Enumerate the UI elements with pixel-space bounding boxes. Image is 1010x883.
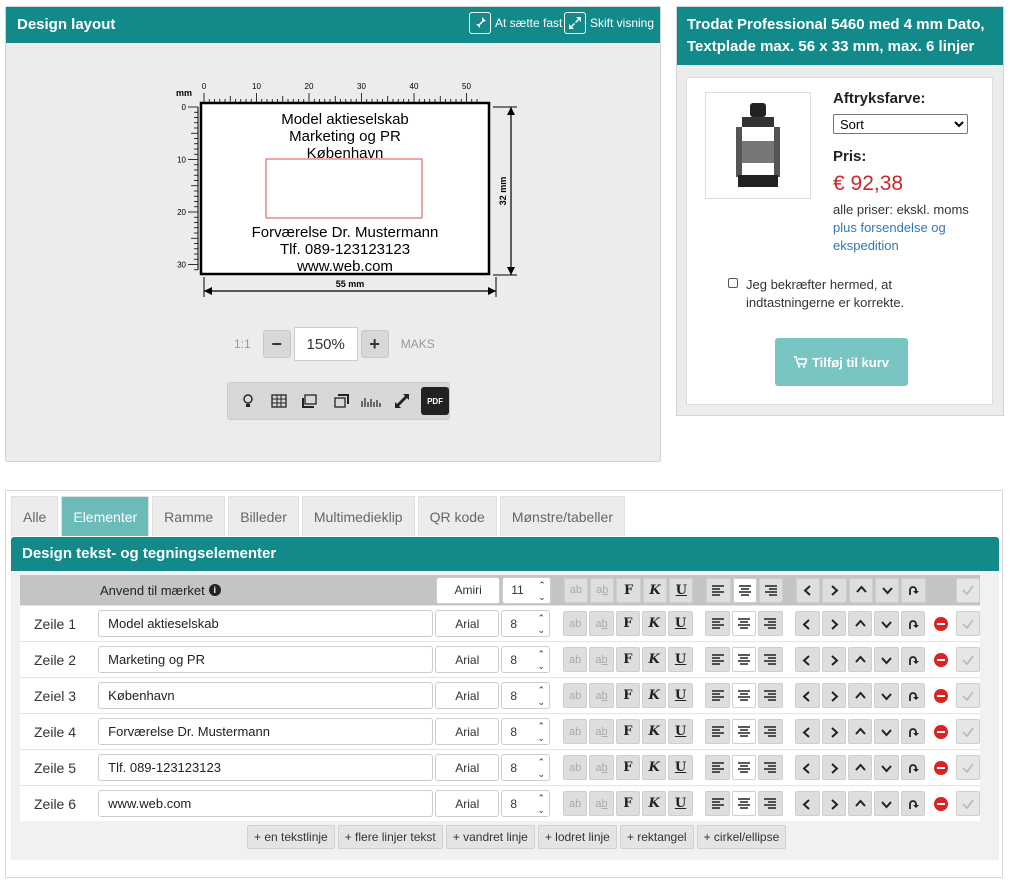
align-center-icon[interactable] — [733, 578, 757, 603]
rotate-icon[interactable] — [901, 611, 925, 636]
rotate-icon[interactable] — [901, 755, 925, 780]
move-down-icon[interactable] — [874, 647, 898, 672]
tab-alle[interactable]: Alle — [11, 496, 58, 536]
font-select[interactable]: Arial — [435, 754, 499, 781]
size-value: 8 — [510, 760, 518, 775]
size-stepper[interactable] — [501, 718, 550, 745]
product-image — [705, 92, 811, 199]
zoom-1to1[interactable]: 1:1 — [234, 337, 251, 351]
zoom-max[interactable]: MAKS — [400, 337, 435, 351]
move-left-icon[interactable] — [795, 755, 819, 780]
elements-title: Design tekst- og tegningselementer — [11, 537, 999, 571]
line-label: Zeile 5 — [34, 759, 77, 776]
move-right-icon[interactable] — [822, 647, 846, 672]
font-select[interactable]: Arial — [435, 610, 499, 637]
confirm-check-icon[interactable] — [956, 791, 980, 816]
line-text-input[interactable]: Marketing og PR — [98, 646, 433, 673]
move-down-icon[interactable] — [874, 683, 898, 708]
add-element-button[interactable]: + cirkel/ellipse — [697, 825, 787, 849]
zoom-out-button[interactable]: − — [263, 330, 291, 358]
apply-row — [20, 575, 980, 605]
y-ruler — [177, 103, 198, 270]
font-select[interactable]: Arial — [435, 790, 499, 817]
spinner-icon[interactable]: ⌃ ⌄ — [537, 721, 546, 743]
align-right-icon[interactable] — [759, 578, 783, 603]
spacing-text-button[interactable]: a b — [590, 578, 614, 603]
rotate-icon[interactable] — [901, 719, 925, 744]
move-left-icon[interactable] — [795, 647, 819, 672]
confirm-check-icon[interactable] — [956, 647, 980, 672]
align-left-icon[interactable] — [706, 578, 730, 603]
move-left-icon[interactable] — [795, 683, 819, 708]
stamp-line-6[interactable]: www.web.com — [297, 258, 393, 275]
move-right-icon[interactable] — [822, 578, 846, 603]
delete-icon[interactable] — [934, 653, 948, 667]
align-center-icon[interactable] — [732, 647, 756, 672]
italic-button[interactable]: K — [643, 578, 667, 603]
bold-button[interactable]: F — [616, 578, 640, 603]
pin-button[interactable]: At sætte fast — [469, 12, 562, 34]
move-up-icon[interactable] — [848, 719, 872, 744]
spinner-icon[interactable]: ⌃ ⌄ — [537, 649, 546, 671]
price-value: € 92,38 — [833, 172, 904, 195]
stamp-product-icon — [728, 101, 788, 191]
move-left-icon[interactable] — [795, 611, 819, 636]
delete-icon[interactable] — [934, 761, 948, 775]
move-down-icon[interactable] — [875, 578, 899, 603]
bold-button[interactable]: F — [616, 755, 640, 780]
confirm-check-icon[interactable] — [956, 683, 980, 708]
info-icon[interactable]: i — [209, 584, 221, 596]
move-left-icon[interactable] — [796, 578, 820, 603]
rotate-icon[interactable] — [901, 683, 925, 708]
size-value: 8 — [510, 616, 518, 631]
spacing-text-button[interactable]: a b — [589, 755, 613, 780]
preview-toolbar — [227, 382, 450, 420]
italic-button[interactable]: K — [642, 683, 666, 708]
add-element-button[interactable]: + lodret linje — [538, 825, 617, 849]
move-down-icon[interactable] — [874, 611, 898, 636]
grid-icon[interactable] — [267, 389, 291, 413]
confirm-check-icon[interactable] — [956, 755, 980, 780]
size-value: 8 — [510, 796, 518, 811]
font-select[interactable]: Amiri — [436, 577, 500, 604]
zoom-controls — [234, 327, 435, 361]
spinner-icon[interactable]: ⌃ ⌄ — [538, 579, 546, 602]
underline-button[interactable]: U — [669, 578, 693, 603]
shadow-text-button[interactable]: ab — [563, 755, 587, 780]
barcode-icon[interactable] — [359, 389, 383, 413]
shadow-text-button[interactable]: ab — [563, 683, 587, 708]
switch-view-button[interactable]: Skift visning — [564, 12, 654, 34]
line-text-input[interactable]: Model aktieselskab — [98, 610, 433, 637]
align-left-icon[interactable] — [705, 719, 729, 744]
align-center-icon[interactable] — [732, 755, 756, 780]
add-to-cart-button[interactable]: Tilføj til kurv — [775, 338, 908, 386]
align-right-icon[interactable] — [758, 647, 782, 672]
spinner-icon[interactable]: ⌃ ⌄ — [537, 613, 546, 635]
design-header — [6, 7, 660, 43]
zoom-value[interactable]: 150% — [294, 327, 358, 361]
y-ruler-label: 20 — [177, 208, 186, 217]
x-ruler-label: 20 — [304, 82, 314, 91]
font-select[interactable]: Arial — [435, 682, 499, 709]
spacing-text-button[interactable]: a b — [589, 791, 613, 816]
delete-icon[interactable] — [934, 797, 948, 811]
stamp-preview — [171, 77, 531, 302]
add-element-button[interactable]: + vandret linje — [446, 825, 535, 849]
spinner-icon[interactable]: ⌃ ⌄ — [537, 757, 546, 779]
line-row — [20, 749, 980, 785]
price-label: Pris: — [833, 148, 867, 165]
expand-arrows-icon — [564, 12, 586, 34]
align-left-icon[interactable] — [705, 611, 729, 636]
shadow-right-icon[interactable] — [329, 389, 353, 413]
confirm-check-icon[interactable] — [956, 611, 980, 636]
design-panel — [5, 6, 661, 462]
spacing-text-button[interactable]: a b — [589, 719, 613, 744]
size-stepper[interactable] — [501, 610, 550, 637]
underline-button[interactable]: U — [668, 719, 692, 744]
line-row — [20, 713, 980, 749]
size-stepper[interactable] — [501, 682, 550, 709]
x-ruler-label: 50 — [462, 82, 471, 91]
shadow-text-button[interactable]: ab — [563, 719, 587, 744]
move-right-icon[interactable] — [822, 719, 846, 744]
align-right-icon[interactable] — [758, 683, 782, 708]
shadow-text-button[interactable]: ab — [563, 791, 587, 816]
pin-icon — [469, 12, 491, 34]
size-stepper[interactable] — [502, 577, 551, 604]
product-panel — [676, 6, 1004, 416]
move-left-icon[interactable] — [795, 791, 819, 816]
stamp-line-2[interactable]: Marketing og PR — [289, 128, 401, 145]
size-value: 11 — [511, 583, 524, 597]
size-value: 8 — [510, 652, 518, 667]
line-label: Zeile 6 — [34, 795, 77, 812]
align-right-icon[interactable] — [758, 791, 782, 816]
align-left-icon[interactable] — [705, 647, 729, 672]
underline-button[interactable]: U — [668, 791, 692, 816]
line-row — [20, 605, 980, 641]
confirm-checkbox[interactable] — [728, 278, 738, 288]
rotate-icon[interactable] — [901, 647, 925, 672]
tab-ramme[interactable]: Ramme — [152, 496, 225, 536]
x-ruler-label: 10 — [252, 82, 261, 91]
product-card — [686, 77, 993, 405]
width-label: 55 mm — [335, 279, 365, 289]
rotate-icon[interactable] — [901, 791, 925, 816]
stamp-line-5[interactable]: Tlf. 089-123123123 — [279, 241, 411, 258]
tab-bar — [11, 496, 625, 536]
move-left-icon[interactable] — [795, 719, 819, 744]
move-right-icon[interactable] — [822, 755, 846, 780]
shadow-left-icon[interactable] — [298, 389, 322, 413]
align-right-icon[interactable] — [758, 611, 782, 636]
size-value: 8 — [510, 688, 518, 703]
move-up-icon[interactable] — [848, 755, 872, 780]
unit-label: mm — [176, 88, 193, 98]
move-up-icon[interactable] — [848, 647, 872, 672]
move-down-icon[interactable] — [874, 755, 898, 780]
shadow-text-button[interactable]: ab — [563, 647, 587, 672]
move-right-icon[interactable] — [822, 683, 846, 708]
bulb-icon[interactable] — [236, 389, 260, 413]
bold-button[interactable]: F — [616, 683, 640, 708]
italic-button[interactable]: K — [642, 791, 666, 816]
underline-button[interactable]: U — [668, 683, 692, 708]
x-ruler-label: 30 — [357, 82, 366, 91]
size-stepper[interactable] — [501, 646, 550, 673]
stamp-line-1[interactable]: Model aktieselskab — [281, 111, 409, 128]
align-left-icon[interactable] — [705, 683, 729, 708]
move-down-icon[interactable] — [874, 719, 898, 744]
italic-button[interactable]: K — [642, 755, 666, 780]
spacing-text-button[interactable]: a b — [589, 683, 613, 708]
x-ruler-label: 0 — [201, 82, 207, 91]
italic-button[interactable]: K — [642, 647, 666, 672]
shipping-link[interactable]: plus forsendelse og ekspedition — [833, 220, 946, 253]
add-element-button[interactable]: + rektangel — [620, 825, 694, 849]
move-up-icon[interactable] — [848, 683, 872, 708]
y-ruler-label: 10 — [177, 155, 186, 165]
underline-button[interactable]: U — [668, 755, 692, 780]
size-value: 8 — [510, 724, 518, 739]
delete-icon[interactable] — [934, 689, 948, 703]
spacing-text-button[interactable]: a b — [589, 611, 613, 636]
delete-icon[interactable] — [934, 725, 948, 739]
pdf-icon[interactable]: PDF — [421, 387, 449, 415]
rotate-icon[interactable] — [901, 578, 925, 603]
underline-button[interactable]: U — [668, 647, 692, 672]
move-up-icon[interactable] — [848, 791, 872, 816]
product-title: Trodat Professional 5460 med 4 mm Dato, Textplade max. 56 x 33 mm, max. 6 linjer — [677, 7, 1003, 65]
add-buttons — [247, 825, 786, 849]
design-title: Design layout — [17, 16, 116, 33]
line-label: Zeile 2 — [34, 651, 77, 668]
align-center-icon[interactable] — [732, 791, 756, 816]
spinner-icon[interactable]: ⌃ ⌄ — [537, 685, 546, 707]
expand-icon[interactable] — [390, 389, 414, 413]
x-ruler — [202, 82, 477, 103]
move-down-icon[interactable] — [874, 791, 898, 816]
line-text-input[interactable]: Forværelse Dr. Mustermann — [98, 718, 433, 745]
shadow-text-button[interactable]: ab — [563, 611, 587, 636]
align-center-icon[interactable] — [732, 719, 756, 744]
stamp-line-4[interactable]: Forværelse Dr. Mustermann — [251, 224, 439, 241]
align-left-icon[interactable] — [705, 755, 729, 780]
height-label: 32 mm — [498, 176, 508, 206]
y-ruler-label: 0 — [181, 103, 186, 112]
price-note: alle priser: ekskl. moms — [833, 202, 969, 217]
y-ruler-label: 30 — [177, 260, 186, 270]
add-element-button[interactable]: + flere linjer tekst — [338, 825, 443, 849]
confirm-check-icon[interactable] — [956, 578, 980, 603]
line-text-input[interactable]: Tlf. 089-123123123 — [98, 754, 433, 781]
size-stepper[interactable] — [501, 790, 550, 817]
italic-button[interactable]: K — [642, 719, 666, 744]
line-row — [20, 677, 980, 713]
bold-button[interactable]: F — [616, 647, 640, 672]
line-label: Zeiel 3 — [34, 687, 77, 704]
line-label: Zeile 1 — [34, 615, 77, 632]
confirm-check-icon[interactable] — [956, 719, 980, 744]
bold-button[interactable]: F — [616, 611, 640, 636]
tab-mønstre-tabeller[interactable]: Mønstre/tabeller — [500, 496, 625, 536]
tab-multimedieklip[interactable]: Multimedieklip — [302, 496, 415, 536]
line-row — [20, 785, 980, 821]
tab-billeder[interactable]: Billeder — [228, 496, 299, 536]
bold-button[interactable]: F — [616, 791, 640, 816]
spinner-icon[interactable]: ⌃ ⌄ — [537, 793, 546, 815]
color-label: Aftryksfarve: — [833, 90, 926, 107]
align-center-icon[interactable] — [732, 683, 756, 708]
line-text-input[interactable]: www.web.com — [98, 790, 433, 817]
align-center-icon[interactable] — [732, 611, 756, 636]
shadow-text-button[interactable]: ab — [564, 578, 588, 603]
italic-button[interactable]: K — [642, 611, 666, 636]
elements-panel — [5, 490, 1003, 878]
line-row — [20, 641, 980, 677]
move-right-icon[interactable] — [822, 611, 846, 636]
spacing-text-button[interactable]: a b — [589, 647, 613, 672]
move-right-icon[interactable] — [822, 791, 846, 816]
align-left-icon[interactable] — [705, 791, 729, 816]
zoom-in-button[interactable]: + — [361, 330, 389, 358]
font-select[interactable]: Arial — [435, 718, 499, 745]
move-up-icon[interactable] — [849, 578, 873, 603]
bold-button[interactable]: F — [616, 719, 640, 744]
tab-elementer[interactable]: Elementer — [61, 496, 149, 536]
line-text-input[interactable]: København — [98, 682, 433, 709]
font-select[interactable]: Arial — [435, 646, 499, 673]
delete-icon[interactable] — [934, 617, 948, 631]
tab-qr-kode[interactable]: QR kode — [418, 496, 497, 536]
x-ruler-label: 40 — [409, 82, 419, 91]
stamp-line-3[interactable]: København — [306, 145, 384, 162]
line-label: Zeile 4 — [34, 723, 77, 740]
align-right-icon[interactable] — [758, 755, 782, 780]
move-up-icon[interactable] — [848, 611, 872, 636]
size-stepper[interactable] — [501, 754, 550, 781]
color-select[interactable] — [833, 114, 968, 134]
cart-icon — [794, 356, 807, 368]
align-right-icon[interactable] — [758, 719, 782, 744]
underline-button[interactable]: U — [668, 611, 692, 636]
confirm-label: Jeg bekræfter hermed, at indtastningerne er korrekte. — [746, 277, 905, 310]
add-element-button[interactable]: + en tekstlinje — [247, 825, 335, 849]
apply-label: Anvend til mærket — [100, 582, 205, 598]
